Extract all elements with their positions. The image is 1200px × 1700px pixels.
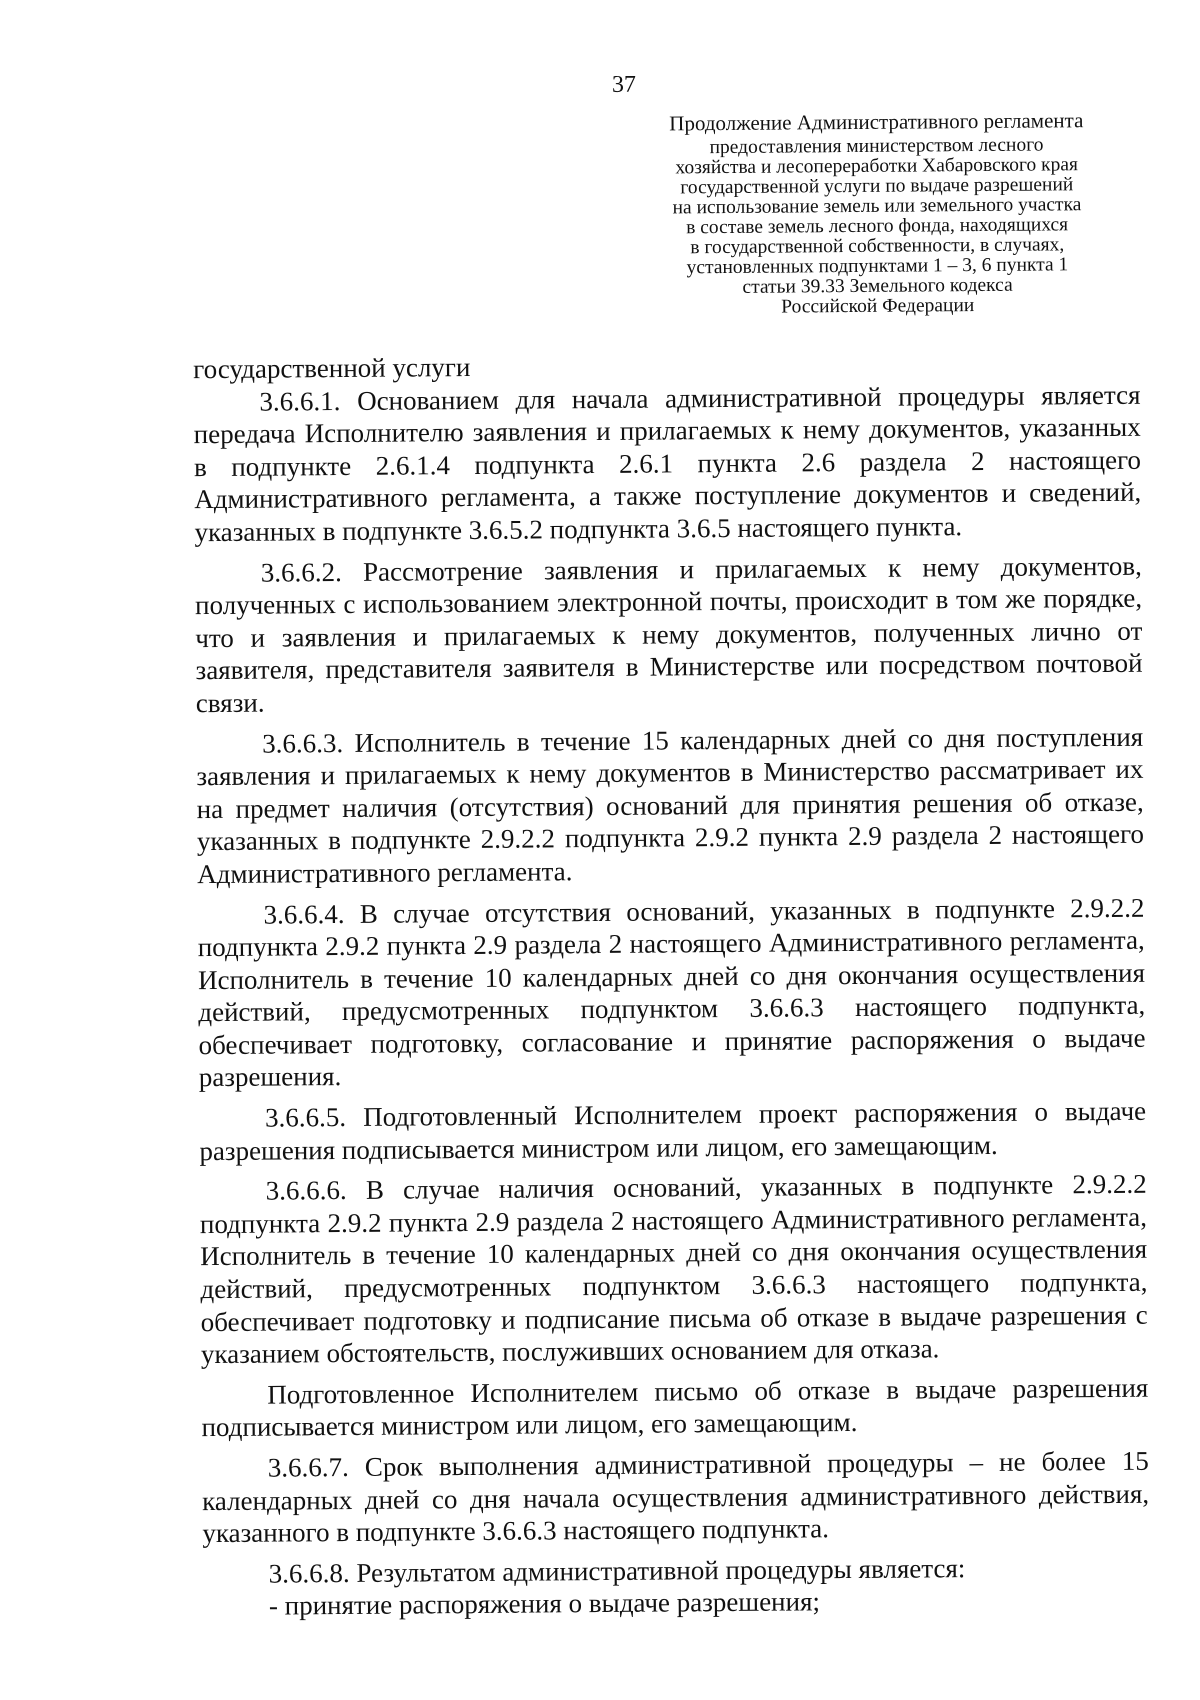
- paragraph-3-6-6-5: 3.6.6.5. Подготовленный Исполнителем проект распоряжения о выдаче разрешения подписывается министром или лицом, его замещающим.: [199, 1095, 1147, 1166]
- paragraph-3-6-6-3: 3.6.6.3. Исполнитель в течение 15 календарных дней со дня поступления заявления и прилагаемых к нему документов в Министерство рассматривает их на предмет наличия (отсутствия) оснований для принятия решения об отказе, указанных в подпункте 2.9.2.2 подпункта 2.9.2 пункта 2.9 раздела 2 настоящего Административного регламента.: [196, 721, 1145, 890]
- header-line: в государственной собственности, в случаях,: [690, 234, 1065, 259]
- paragraph-refusal-letter: Подготовленное Исполнителем письмо об отказе в выдаче разрешения подписывается министром или лицом, его замещающим.: [201, 1372, 1149, 1443]
- page-number: 37: [611, 71, 637, 98]
- header-line: предоставления министерством лесного: [709, 134, 1044, 159]
- paragraph-3-6-6-8: 3.6.6.8. Результатом административной процедуры является:: [268, 1552, 966, 1589]
- header-line: государственной услуги по выдаче разрешений: [680, 174, 1074, 199]
- paragraph-3-6-6-6: 3.6.6.6. В случае наличия оснований, указанных в подпункте 2.9.2.2 подпункта 2.9.2 пункта 2.9 раздела 2 настоящего Административного регламента, Исполнитель в течение 10 календарных дней со дня окончания осуществления действий, предусмотренных подпунктом 3.6.6.3 настоящего подпункта, обеспечивает подготовку и подписание письма об отказе в выдаче разрешения с указанием обстоятельств, послуживших основанием для отказа.: [199, 1168, 1148, 1370]
- document-body: [193, 346, 1150, 1623]
- paragraph-3-6-6-2: 3.6.6.2. Рассмотрение заявления и прилагаемых к нему документов, полученных с использованием электронной почты, происходит в том же порядке, что и заявления и прилагаемых к нему документов, полученных лично от заявителя, представителя заявителя в Министерстве или посредством почтовой связи.: [194, 550, 1143, 719]
- document-header: [616, 110, 1138, 319]
- paragraph-3-6-6-1: 3.6.6.1. Основанием для начала административной процедуры является передача Исполнителю заявления и прилагаемых к нему документов, указанных в подпункте 2.6.1.4 подпункта 2.6.1 пункта 2.6 раздела 2 настоящего Административного регламента, а также поступление документов и сведений, указанных в подпункте 3.6.5.2 подпункта 3.6.5 настоящего пункта.: [193, 379, 1142, 548]
- header-line: статьи 39.33 Земельного кодекса: [742, 274, 1013, 298]
- header-line: Продолжение Административного регламента: [669, 108, 1084, 136]
- paragraph-3-6-6-7: 3.6.6.7. Срок выполнения административной процедуры – не более 15 календарных дней со дня начала осуществления административного действия, указанного в подпункте 3.6.6.3 настоящего подпункта.: [201, 1445, 1150, 1549]
- header-line: в составе земель лесного фонда, находящихся: [686, 214, 1069, 239]
- paragraph-3-6-6-4: 3.6.6.4. В случае отсутствия оснований, указанных в подпункте 2.9.2.2 подпункта 2.9.2 пункта 2.9 раздела 2 настоящего Административного регламента, Исполнитель в течение 10 календарных дней со дня окончания осуществления действий, предусмотренных подпунктом 3.6.6.3 настоящего подпункта, обеспечивает подготовку, согласование и принятие распоряжения о выдаче разрешения.: [197, 892, 1146, 1093]
- continuation-line: государственной услуги: [193, 352, 471, 385]
- header-line: Российской Федерации: [781, 295, 975, 318]
- header-line: установленных подпунктами 1 – 3, 6 пункта 1: [686, 254, 1069, 279]
- header-line: хозяйства и лесопереработки Хабаровского края: [675, 154, 1078, 179]
- header-line: на использование земель или земельного участка: [672, 194, 1082, 219]
- list-item: - принятие распоряжения о выдаче разрешения;: [268, 1586, 821, 1621]
